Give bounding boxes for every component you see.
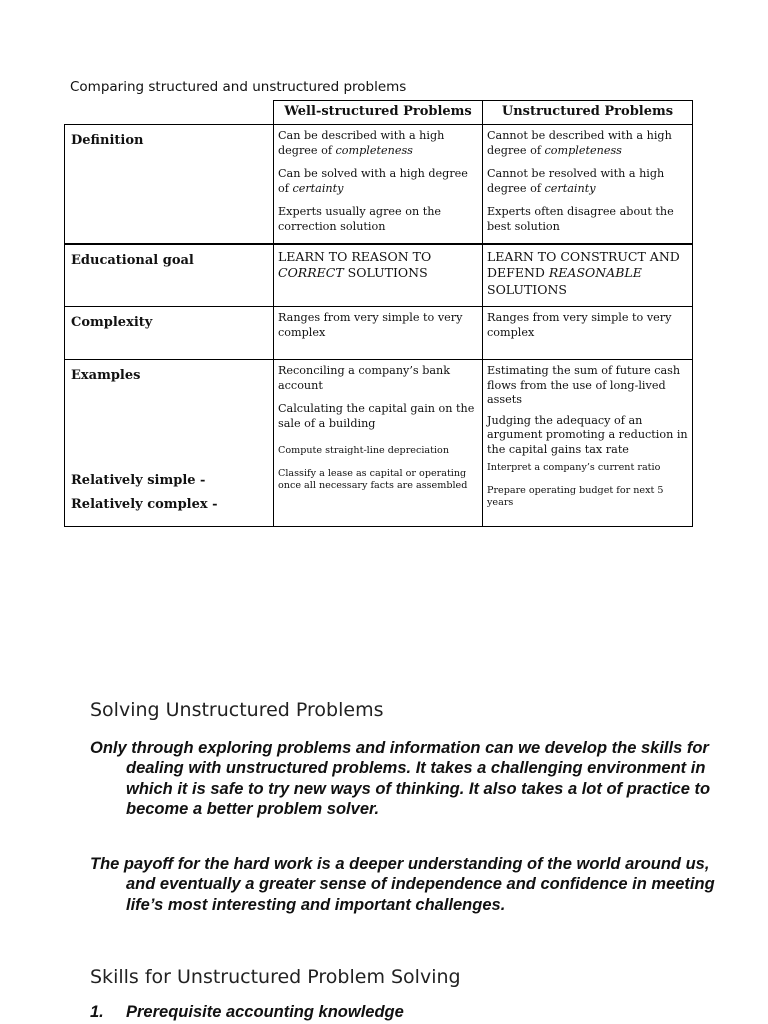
definition-well-cell bbox=[274, 125, 483, 245]
examples-well-cell bbox=[274, 360, 483, 527]
definition-well-item: Can be described with a high degree of completeness bbox=[278, 129, 445, 157]
skills-list-item bbox=[90, 1003, 404, 1022]
definition-unstructured-item: Cannot be resolved with a high degree of certainty bbox=[487, 167, 665, 195]
relatively-simple-label: Relatively simple - bbox=[71, 472, 206, 488]
solving-paragraph-1: Only through exploring problems and information can we develop the skills for dealing with unstructured problems. It takes a challenging environment in which it is safe to try new ways of thinking. It also takes a lot of practice to become a better problem solver. bbox=[90, 739, 711, 819]
example-well-item: Reconciling a company’s bank account bbox=[278, 364, 451, 392]
row-label-examples bbox=[65, 360, 274, 527]
table-header-row bbox=[65, 101, 693, 125]
example-unstructured-item: Estimating the sum of future cash flows from the use of long-lived assets bbox=[487, 364, 681, 407]
solving-paragraph-2: The payoff for the hard work is a deeper understanding of the world around us, and eventually a greater sense of independence and confidence in meeting life’s most interesting and important challenges. bbox=[90, 855, 715, 914]
section-heading-solving: Solving Unstructured Problems bbox=[90, 699, 384, 721]
list-number: 1. bbox=[90, 1003, 104, 1021]
definition-unstructured-item: Experts often disagree about the best solution bbox=[487, 205, 674, 233]
section-heading-skills: Skills for Unstructured Problem Solving bbox=[90, 966, 461, 988]
complexity-unstructured-cell: Ranges from very simple to very complex bbox=[483, 307, 693, 360]
example-well-complex: Classify a lease as capital or operating once all necessary facts are assembled bbox=[278, 467, 468, 491]
table-caption: Comparing structured and unstructured problems bbox=[70, 79, 407, 95]
row-definition bbox=[65, 125, 693, 245]
definition-well-item: Can be solved with a high degree of certainty bbox=[278, 167, 468, 195]
examples-unstructured-cell bbox=[483, 360, 693, 527]
educational-goal-unstructured-cell: LEARN TO CONSTRUCT AND DEFEND REASONABLE SOLUTIONS bbox=[483, 244, 693, 307]
row-label-educational-goal: Educational goal bbox=[65, 244, 274, 307]
header-blank-cell bbox=[65, 101, 274, 125]
row-educational-goal bbox=[65, 244, 693, 307]
row-label-definition: Definition bbox=[65, 125, 274, 245]
definition-unstructured-cell bbox=[483, 125, 693, 245]
relatively-complex-label: Relatively complex - bbox=[71, 496, 218, 512]
row-examples bbox=[65, 360, 693, 527]
definition-unstructured-item: Cannot be described with a high degree of completeness bbox=[487, 129, 672, 157]
example-well-item: Calculating the capital gain on the sale of a building bbox=[278, 402, 475, 430]
list-item-text: Prerequisite accounting knowledge bbox=[126, 1003, 404, 1021]
example-well-simple: Compute straight-line depreciation bbox=[278, 445, 449, 457]
example-unstructured-complex: Prepare operating budget for next 5 years bbox=[487, 484, 664, 508]
educational-goal-well-cell: LEARN TO REASON TO CORRECT SOLUTIONS bbox=[274, 244, 483, 307]
header-well-structured: Well-structured Problems bbox=[274, 101, 483, 125]
header-unstructured: Unstructured Problems bbox=[483, 101, 693, 125]
example-unstructured-item: Judging the adequacy of an argument promoting a reduction in the capital gains tax rate bbox=[487, 413, 688, 456]
row-label-complexity: Complexity bbox=[65, 307, 274, 360]
definition-well-item: Experts usually agree on the correction solution bbox=[278, 205, 442, 233]
row-complexity bbox=[65, 307, 693, 360]
complexity-well-cell: Ranges from very simple to very complex bbox=[274, 307, 483, 360]
example-unstructured-simple: Interpret a company’s current ratio bbox=[487, 462, 661, 474]
comparison-table bbox=[64, 100, 693, 527]
examples-label: Examples bbox=[71, 368, 141, 383]
